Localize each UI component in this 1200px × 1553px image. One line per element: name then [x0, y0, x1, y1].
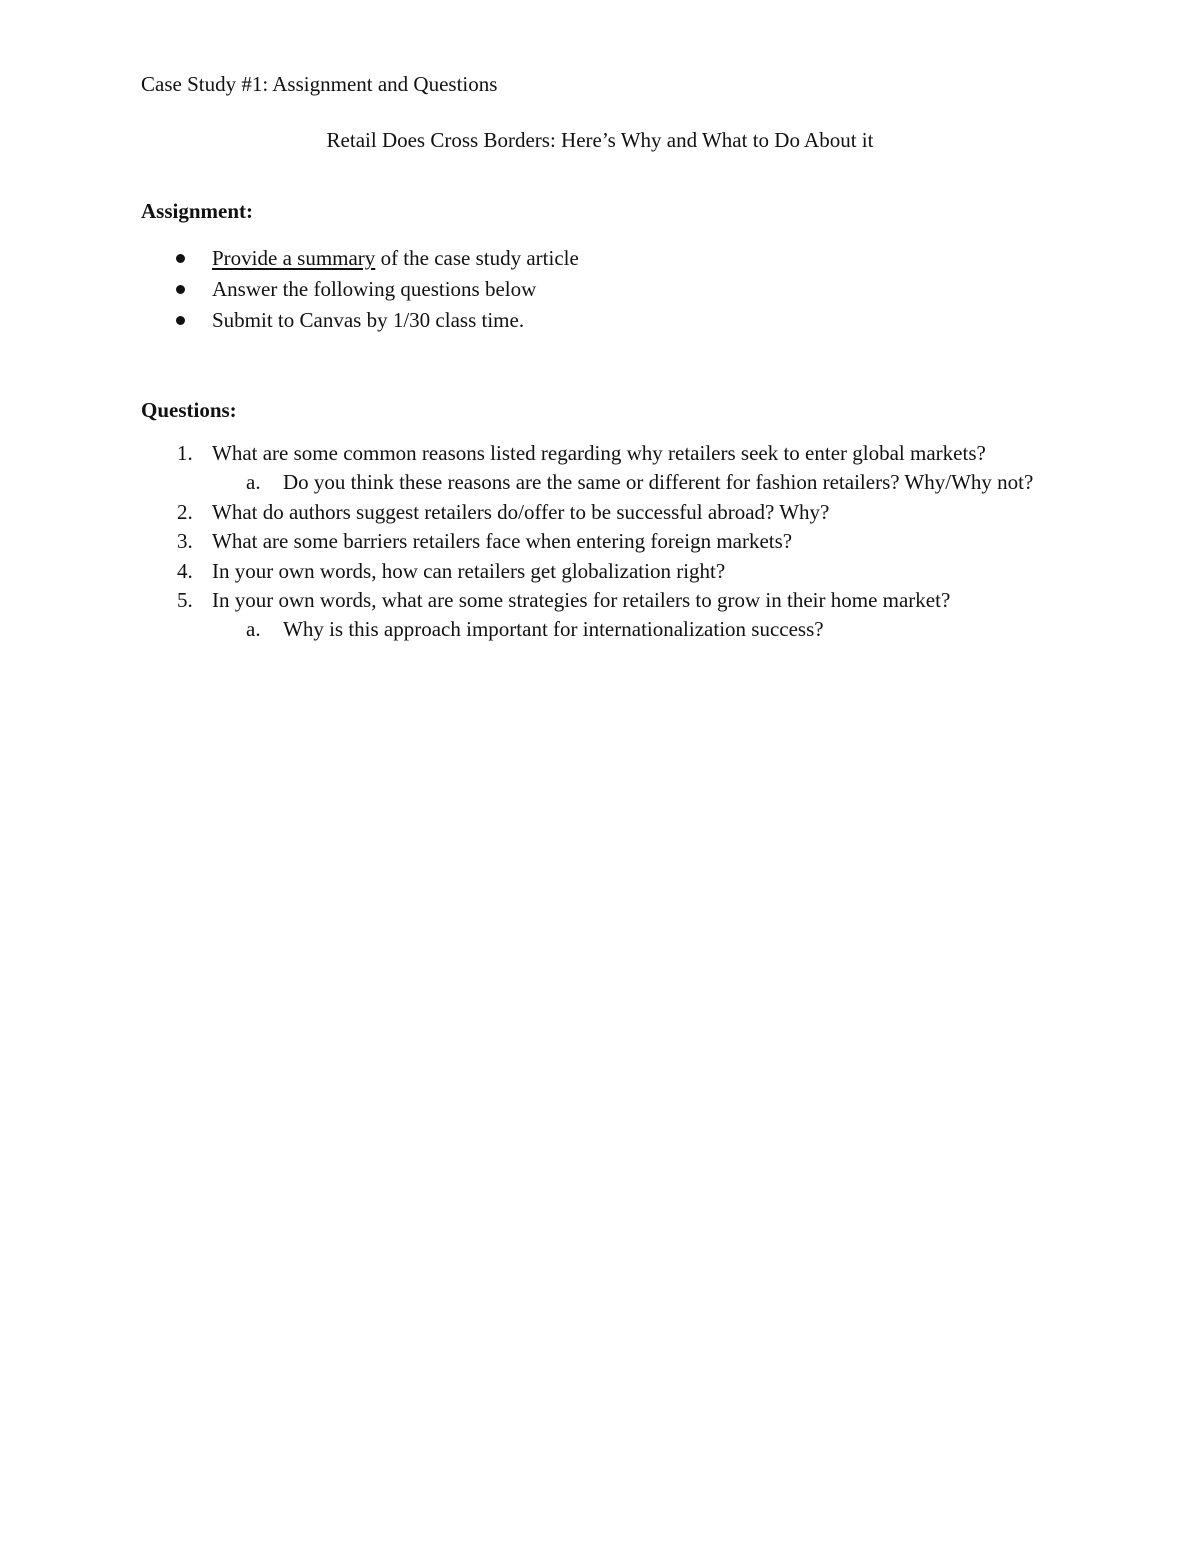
- bullet-icon: [176, 316, 185, 325]
- article-title: Retail Does Cross Borders: Here’s Why and What to Do About it: [326, 128, 874, 152]
- question-number: 4.: [177, 558, 193, 583]
- question-item: [141, 586, 1061, 615]
- questions-list: [141, 439, 1061, 645]
- questions-heading: Questions:: [141, 398, 237, 422]
- question-text: What do authors suggest retailers do/offer to be successful abroad? Why?: [212, 499, 830, 524]
- document-heading: Case Study #1: Assignment and Questions: [141, 72, 498, 96]
- assignment-list: [141, 243, 579, 336]
- question-item: [141, 439, 1061, 468]
- underlined-text: Provide a summary: [212, 246, 376, 270]
- question-text: What are some barriers retailers face when entering foreign markets?: [212, 529, 793, 554]
- question-number: 2.: [177, 499, 193, 524]
- sub-question-text: Why is this approach important for internationalization success?: [283, 617, 824, 642]
- question-item: [141, 498, 1061, 527]
- sub-question-letter: a.: [246, 470, 261, 495]
- question-text: In your own words, how can retailers get globalization right?: [212, 558, 726, 583]
- assignment-heading: Assignment:: [141, 199, 254, 223]
- question-item: [141, 527, 1061, 556]
- list-item-text: Answer the following questions below: [212, 277, 537, 301]
- list-item: [141, 305, 579, 336]
- question-number: 5.: [177, 588, 193, 613]
- sub-question-letter: a.: [246, 617, 261, 642]
- list-item: [141, 243, 579, 274]
- question-item: [141, 557, 1061, 586]
- bullet-icon: [176, 254, 185, 263]
- question-text: In your own words, what are some strategies for retailers to grow in their home market?: [212, 588, 951, 613]
- question-number: 1.: [177, 441, 193, 465]
- question-number: 3.: [177, 529, 193, 554]
- list-item-text: of the case study article: [375, 246, 579, 270]
- bullet-icon: [176, 285, 185, 294]
- question-text: What are some common reasons listed regarding why retailers seek to enter global markets?: [212, 441, 986, 465]
- sub-question-text: Do you think these reasons are the same or different for fashion retailers? Why/Why not?: [283, 470, 1034, 495]
- list-item: [141, 274, 579, 305]
- list-item-text: Submit to Canvas by 1/30 class time.: [212, 308, 525, 332]
- sub-question-item: [141, 468, 1061, 497]
- sub-question-item: [141, 615, 1061, 644]
